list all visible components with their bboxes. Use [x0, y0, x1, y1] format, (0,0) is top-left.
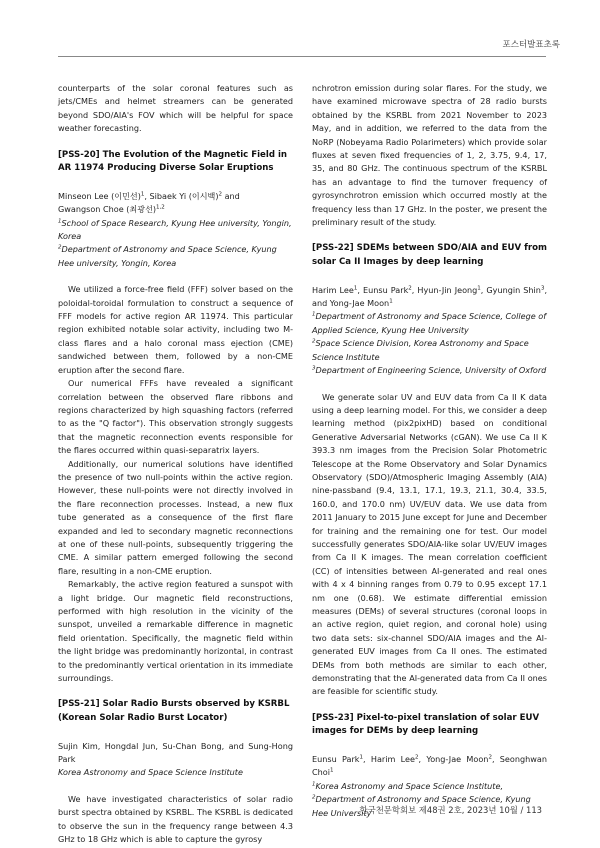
- affiliation: $^2$Department of Astronomy and Space Science, Kyung Hee university, Yongin, Korea: [58, 244, 277, 268]
- page-footer: 한국천문학회보 제48권 2호, 2023년 10월 / 113: [359, 805, 542, 815]
- affiliations: [312, 310, 547, 377]
- body-paragraph: We utilized a force-free field (FFF) solver based on the poloidal-toroidal formulation to construct a sequence of FFF models for active region AR 11974. This particular region exhibited notable solar activity, including two M-class flares and a halo coronal mass ejection (CME) sandwiched between them, followed by a non-CME eruption after the second flare.: [58, 284, 293, 375]
- continued-paragraph: counterparts of the solar coronal features such as jets/CMEs and helmet streamers can be generated beyond SDO/AIA's FOV which will be helpful for space weather forecasting.: [58, 83, 293, 134]
- abstract-title: [PSS-20] The Evolution of the Magnetic Field in AR 11974 Producing Diverse Solar Eruptions: [58, 149, 288, 174]
- author-list: Eunsu Park$^1$, Harim Lee$^2$, Yong-Jae Moon$^2$, Seonghwan Choi$^1$: [312, 754, 547, 778]
- right-column: [312, 82, 547, 833]
- affiliation: $^2$Space Science Division, Korea Astronomy and Space Science Institute: [312, 338, 529, 362]
- body-paragraph: We generate solar UV and EUV data from Ca II K data using a deep learning model. For this, we consider a deep learning method (pix2pixHD) based on conditional Generative Adversarial Networks (cGAN). We use Ca II K 393.3 nm images from the Precision Solar Photometric Telescope at the Rome Observatory and Solar Dynamics Observatory (SDO)/Atmospheric Imaging Assembly (AIA) nine-passband (9.4, 13.1, 17.1, 19.3, 21.1, 30.4, 33.5, 160.0, and 170.0 nm) UV/EUV data. We use data from 2011 January to 2015 June except for June and December for training and the remaining one for test. Our model successfully generates SDO/AIA-like solar UV/EUV images from Ca II K images. The mean correlation coefficient (CC) of intensities between AI-generated and real ones with 4 x 4 binning ranges from 0.79 to 0.95 except 17.1 nm one (0.68). We estimate differential emission measures (DEMs) of several structures (coronal loops in an active region, quiet region, and coronal hole) using two data sets: six-channel SDO/AIA images and the AI-generated EUV images from Ca II ones. The estimated DEMs from both methods are similar to each other, demonstrating that the AI-generated data from Ca II ones are feasible for scientific study.: [312, 391, 547, 697]
- abstract-title: [PSS-23] Pixel-to-pixel translation of solar EUV images for DEMs by deep learning: [312, 712, 540, 737]
- affiliation: $^1$Korea Astronomy and Space Science Institute,: [312, 780, 504, 791]
- affiliations: [58, 217, 293, 271]
- abstract-pss20: [58, 149, 293, 686]
- abstract-pss21: [58, 698, 293, 846]
- affiliation: Korea Astronomy and Space Science Institute: [58, 767, 243, 778]
- section-header-label: 포스터발표초록: [502, 40, 560, 50]
- affiliations: [58, 766, 293, 779]
- body-paragraph: Our numerical FFFs have revealed a significant correlation between the observed flare ribbons and regions characterized by high squashing factors (referred to as the "Q factor"). This observation strongly suggests that the magnetic reconnection events responsible for the flares occurred within quasi-separatrix layers.: [58, 378, 293, 456]
- body-paragraph: We have investigated characteristics of solar radio burst spectra obtained by KSRBL. The KSRBL is dedicated to observe the sun in the frequency range between 4.3 GHz to 18 GHz which is able to capture the gyrosy: [58, 793, 293, 845]
- author-list: Harim Lee$^1$, Eunsu Park$^2$, Hyun-Jin Jeong$^1$, Gyungin Shin$^3$, and Yong-Jae Moon$^1$: [312, 284, 548, 309]
- author-list: Minseon Lee (이민선)$^1$, Sibaek Yi (이시백)$^2$ and Gwangson Choe (최광선)$^{1,2}$: [58, 190, 240, 215]
- continued-paragraph: nchrotron emission during solar flares. For the study, we have examined microwave spectra of 28 radio bursts obtained by the KSRBL from 2021 November to 2023 May, and in addition, we referred to the data from the NoRP (Nobeyama Radio Polarimeters) which provide solar fluxes at seven fixed frequencies of 1, 2, 3.75, 9.4, 17, 35, and 80 GHz. The continuous spectrum of the KSRBL has an advantage to find the turnover frequency of gyrosynchrotron emission which occurred mostly at the frequency less than 17 GHz. In the poster, we present the preliminary result of the study.: [312, 83, 547, 228]
- affiliation: $^2$Department of Astronomy and Space Science, Kyung Hee University: [312, 794, 531, 818]
- affiliation: $^3$Department of Engineering Science, University of Oxford: [312, 365, 547, 376]
- body-paragraph: Additionally, our numerical solutions have identified the presence of two null-points within the active region. However, these null-points were not directly involved in the flare reconnection processes. Instead, a new flux tube generated as a consequence of the first flare expanded and led to secondary magnetic reconnections at one of these null-points, subsequently triggering the CME. A similar pattern emerged following the second flare, resulting in a non-CME eruption.: [58, 458, 293, 576]
- affiliation: $^1$Department of Astronomy and Space Science, College of Applied Science, Kyung Hee University: [312, 311, 547, 335]
- header-divider: [58, 56, 546, 57]
- abstract-title: [PSS-22] SDEMs between SDO/AIA and EUV from solar Ca II Images by deep learning: [312, 243, 547, 268]
- left-column: [58, 82, 293, 846]
- abstract-title: [PSS-21] Solar Radio Bursts observed by KSRBL (Korean Solar Radio Burst Locator): [58, 699, 290, 724]
- author-list: Sujin Kim, Hongdal Jun, Su-Chan Bong, and Sung-Hong Park: [58, 740, 293, 765]
- body-paragraph: Remarkably, the active region featured a sunspot with a light bridge. Our magnetic field reconstructions, performed with high resolution in the vicinity of the sunspot, unveiled a remarkable difference in magnetic field orientation. Specifically, the magnetic field within the light bridge was predominantly horizontal, in contrast to the predominantly vertical orientation in its immediate surroundings.: [58, 579, 293, 684]
- affiliation: $^1$School of Space Research, Kyung Hee university, Yongin, Korea: [58, 217, 292, 242]
- abstract-pss22: [312, 242, 547, 698]
